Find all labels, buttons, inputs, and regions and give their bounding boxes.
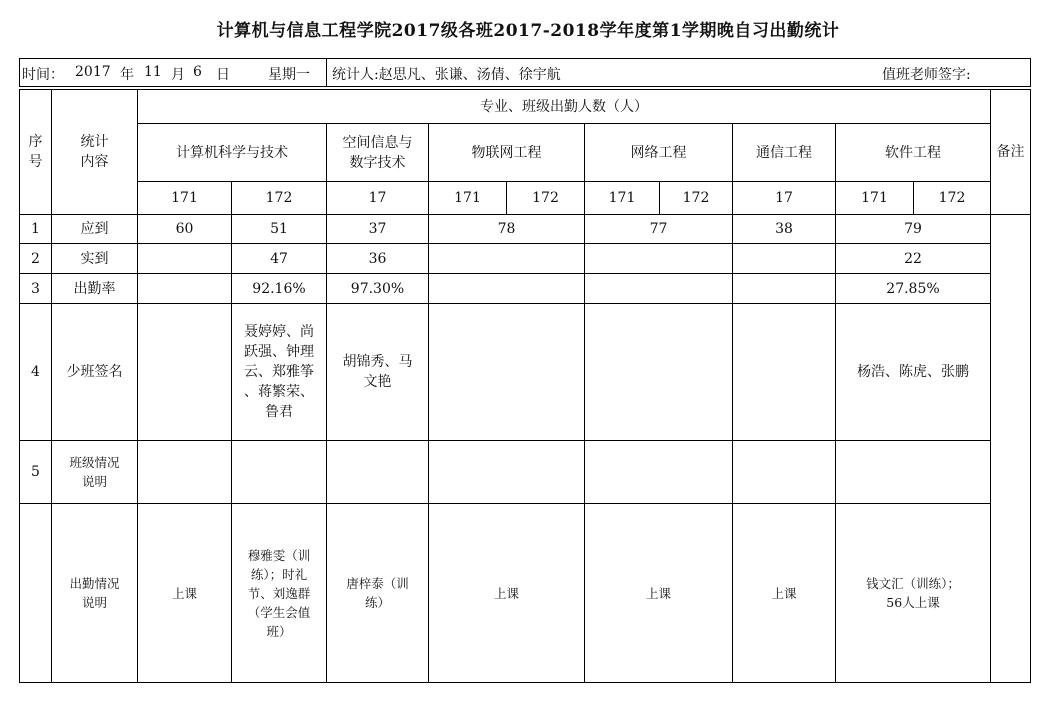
seq-header: 序号	[20, 90, 52, 215]
cell-value: 上课	[138, 504, 232, 683]
cell-value: 钱文汇（训练）； 56人上课	[836, 504, 991, 683]
cell-value: 唐梓泰（训 练）	[327, 504, 429, 683]
cell-value: 杨浩、陈虎、张鹏	[836, 304, 991, 441]
year-unit: 年	[120, 67, 134, 83]
class-net-171: 171	[585, 182, 660, 215]
content-header: 统计 内容	[52, 90, 138, 215]
cell-value: 47	[232, 244, 327, 274]
remark-header: 备注	[991, 90, 1031, 215]
class-sw-172: 172	[914, 182, 991, 215]
info-divider	[326, 59, 327, 86]
cell-empty	[429, 244, 585, 274]
class-net-172: 172	[660, 182, 733, 215]
cell-empty	[327, 441, 429, 504]
table-row	[20, 304, 1031, 441]
cell-value: 51	[232, 215, 327, 244]
cell-value: 胡锦秀、马 文艳	[327, 304, 429, 441]
class-iot-172: 172	[507, 182, 585, 215]
month-unit: 月	[171, 67, 185, 83]
cell-empty	[733, 274, 836, 304]
cell-empty	[585, 304, 733, 441]
cell-empty	[138, 441, 232, 504]
cell-empty	[585, 244, 733, 274]
cell-empty	[429, 441, 585, 504]
cell-empty	[138, 304, 232, 441]
major-sid: 空间信息与 数字技术	[327, 124, 429, 182]
cell-value: 37	[327, 215, 429, 244]
major-network: 网络工程	[585, 124, 733, 182]
year-value: 2017	[75, 64, 111, 80]
class-comm-17: 17	[733, 182, 836, 215]
cell-empty	[733, 441, 836, 504]
cell-empty	[138, 274, 232, 304]
cell-empty	[429, 304, 585, 441]
table-row	[20, 441, 1031, 504]
cell-empty	[733, 244, 836, 274]
row-seq: 1	[20, 215, 52, 244]
cell-empty	[138, 244, 232, 274]
major-communication: 通信工程	[733, 124, 836, 182]
cell-value: 22	[836, 244, 991, 274]
row-seq: 3	[20, 274, 52, 304]
cell-value: 38	[733, 215, 836, 244]
major-cs: 计算机科学与技术	[138, 124, 327, 182]
cell-empty	[836, 441, 991, 504]
day-value: 6	[193, 64, 202, 80]
cell-value: 78	[429, 215, 585, 244]
attendance-group-header: 专业、班级出勤人数（人）	[138, 90, 991, 124]
cell-value: 92.16%	[232, 274, 327, 304]
teacher-signature-label: 值班老师签字:	[882, 67, 971, 83]
class-sid-17: 17	[327, 182, 429, 215]
major-software: 软件工程	[836, 124, 991, 182]
cell-empty	[585, 441, 733, 504]
attendance-table	[19, 89, 1031, 683]
class-cs-171: 171	[138, 182, 232, 215]
cell-value: 上课	[585, 504, 733, 683]
cell-empty	[585, 274, 733, 304]
cell-value: 97.30%	[327, 274, 429, 304]
time-label: 时间：	[22, 67, 64, 83]
cell-value: 77	[585, 215, 733, 244]
table-row	[20, 504, 1031, 683]
document-title: 计算机与信息工程学院2017级各班2017-2018学年度第1学期晚自习出勤统计	[216, 21, 840, 41]
row-seq: 5	[20, 441, 52, 504]
row-label: 实到	[52, 244, 138, 274]
cell-value: 27.85%	[836, 274, 991, 304]
row-label: 应到	[52, 215, 138, 244]
cell-value: 上课	[429, 504, 585, 683]
cell-value: 穆雅雯（训 练）；时礼 节、刘逸群 （学生会值 班）	[232, 504, 327, 683]
cell-value: 79	[836, 215, 991, 244]
weekday: 星期一	[268, 67, 310, 83]
month-value: 11	[144, 64, 162, 80]
class-cs-172: 172	[232, 182, 327, 215]
row-label: 出勤率	[52, 274, 138, 304]
cell-empty	[429, 274, 585, 304]
day-unit: 日	[216, 67, 230, 83]
row-label: 班级情况 说明	[52, 441, 138, 504]
cell-empty	[232, 441, 327, 504]
cell-empty	[733, 304, 836, 441]
row-label: 少班签名	[52, 304, 138, 441]
info-bar	[19, 58, 1031, 87]
class-iot-171: 171	[429, 182, 507, 215]
cell-value: 60	[138, 215, 232, 244]
row-seq	[20, 504, 52, 683]
row-seq: 4	[20, 304, 52, 441]
class-sw-171: 171	[836, 182, 914, 215]
major-iot: 物联网工程	[429, 124, 585, 182]
row-label: 出勤情况 说明	[52, 504, 138, 683]
cell-value: 聂婷婷、尚 跃强、钟理 云、郑雅筝 、蒋繁荣、 鲁君	[232, 304, 327, 441]
cell-value: 上课	[733, 504, 836, 683]
counter-names: 统计人:赵思凡、张谦、汤倩、徐宇航	[332, 67, 561, 83]
row-seq: 2	[20, 244, 52, 274]
table-row	[20, 215, 1031, 244]
cell-value: 36	[327, 244, 429, 274]
remark-cell	[991, 215, 1031, 683]
table-row	[20, 244, 1031, 274]
table-row	[20, 274, 1031, 304]
